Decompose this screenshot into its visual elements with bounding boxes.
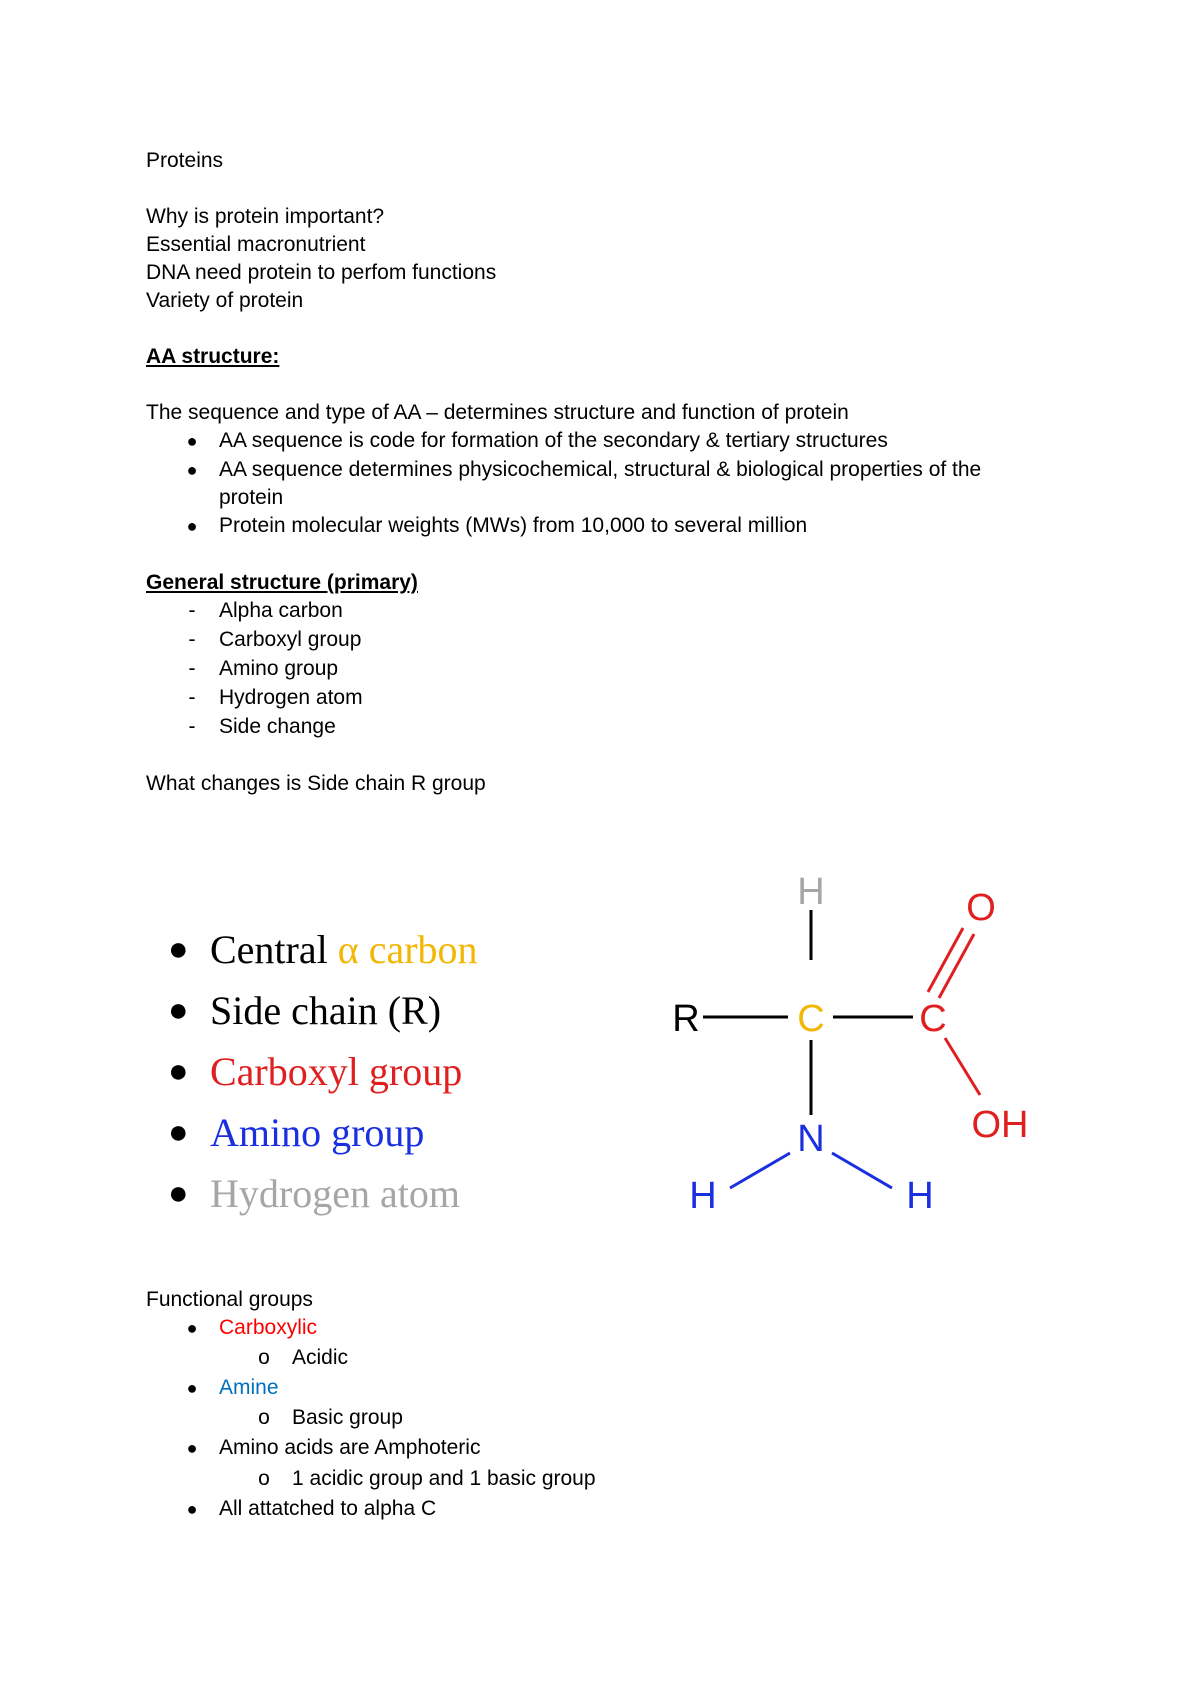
- bullet-icon: ●: [186, 460, 198, 480]
- bullet-icon: ●: [186, 1499, 198, 1519]
- side-chain-note: What changes is Side chain R group: [146, 772, 486, 795]
- r-group-atom: R: [672, 998, 700, 1040]
- bullet-icon: ●: [186, 1318, 198, 1338]
- nitrogen-atom: N: [797, 1118, 825, 1160]
- bullet-icon: ●: [186, 431, 198, 451]
- intro-question: Why is protein important?: [146, 205, 385, 228]
- alpha-carbon-label: α carbon: [337, 927, 478, 972]
- bullet-icon: ●: [186, 516, 198, 536]
- bond-n-h-left: [730, 1153, 790, 1188]
- carboxylic-label: Carboxylic: [219, 1316, 318, 1339]
- intro-line: Variety of protein: [146, 289, 304, 312]
- amine-label: Amine: [219, 1376, 279, 1399]
- general-structure-heading: General structure (primary): [146, 571, 418, 594]
- hydrogen-top-atom: H: [797, 871, 825, 913]
- functional-groups-heading: Functional groups: [146, 1288, 313, 1311]
- hydroxyl-atom: OH: [971, 1104, 1029, 1146]
- bullet-icon: ●: [186, 1438, 198, 1458]
- hydrogen-right-atom: H: [906, 1175, 934, 1217]
- hydrogen-left-atom: H: [689, 1175, 717, 1217]
- alpha-carbon-atom: C: [797, 998, 825, 1040]
- intro-line: DNA need protein to perfom functions: [146, 261, 497, 284]
- document-page: Proteins Why is protein important? Essential macronutrient DNA need protein to perfom functions Variety of protein AA structure: The sequence and type of AA – determines structure and function of protein ● AA sequence is code for formation of the secondary & tertiary structures ● AA sequence determines physicochemical, structural & biological properties of the protein ● Protein molecular weights (MWs) from 10,000 to several million General structure (primary) - Alpha carbon - Carboxyl group - Amino group - Hydrogen atom - Side change What changes is Side chain R group ● Central α carbon ● Side chain (R) ● Carboxyl group ● Amino group ● Hydrogen atom H R C C O OH N H H Functional groups ● Carboxylic o Acidic ● Amine o Basic group ● Amino acids are Amphoteric o 1 acidic group and 1 basic group ● All attatched to alpha C: [0, 0, 1200, 1698]
- bond-c-oh: [945, 1038, 980, 1095]
- amino-acid-structure-diagram: [660, 860, 1080, 1230]
- bullet-icon: ●: [186, 1378, 198, 1398]
- bond-c-o-double-1: [928, 928, 963, 992]
- bond-n-h-right: [832, 1153, 892, 1188]
- bond-c-o-double-2: [939, 934, 974, 998]
- carboxyl-carbon-atom: C: [919, 998, 947, 1040]
- intro-line: Essential macronutrient: [146, 233, 366, 256]
- oxygen-atom: O: [966, 887, 996, 929]
- aa-structure-lead: The sequence and type of AA – determines structure and function of protein: [146, 401, 849, 424]
- page-title: Proteins: [146, 149, 224, 172]
- aa-structure-heading: AA structure:: [146, 345, 280, 368]
